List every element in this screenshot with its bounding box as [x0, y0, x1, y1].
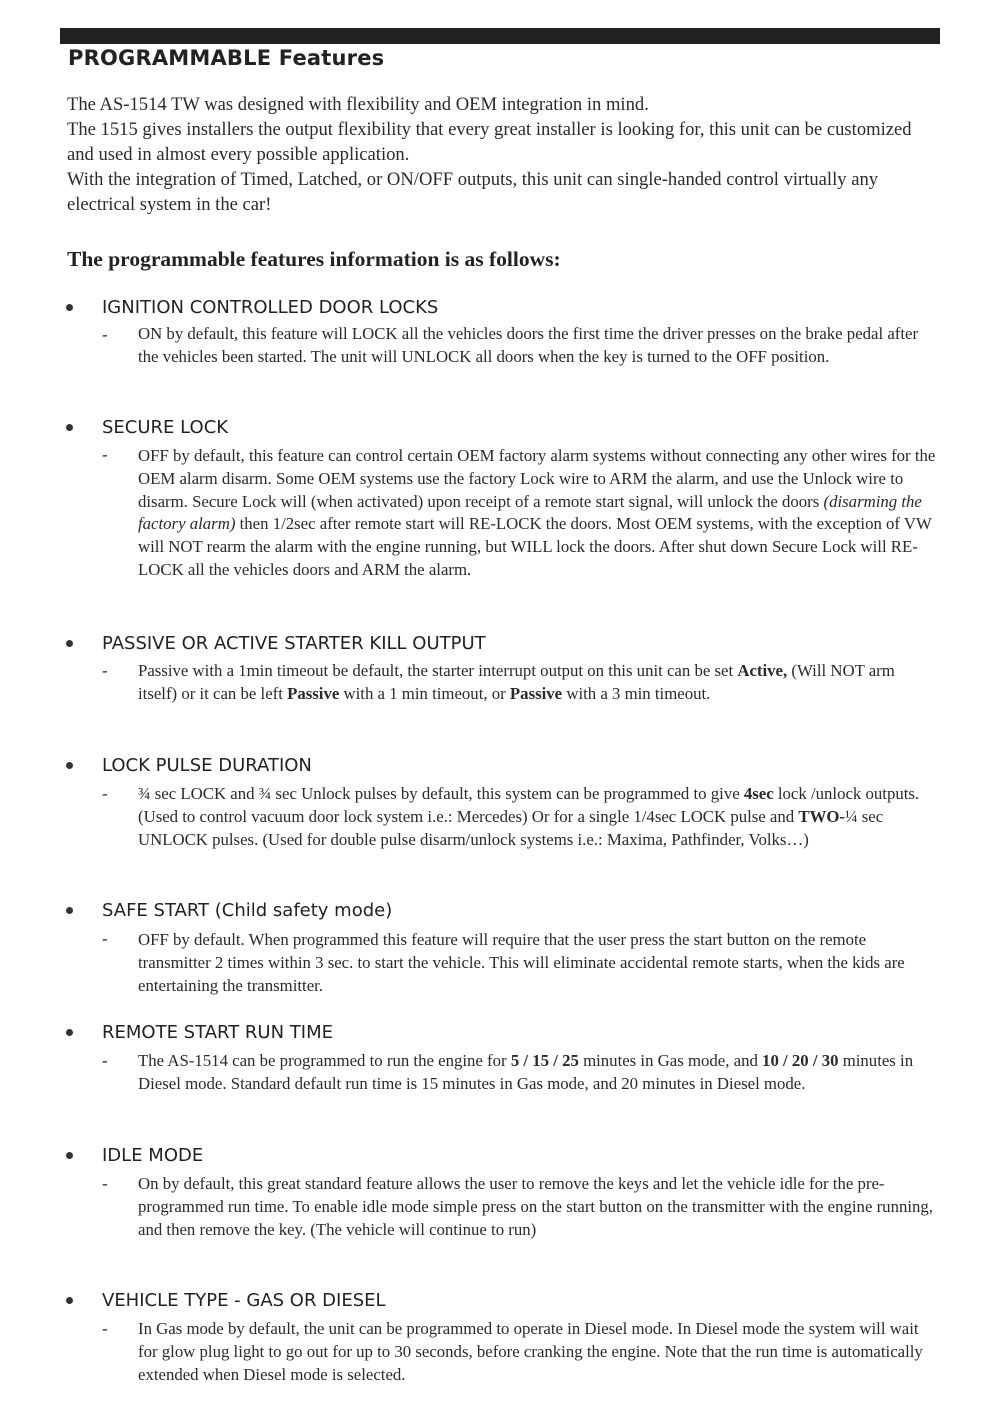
- feature-description: [138, 660, 938, 706]
- feature-title: REMOTE START RUN TIME: [102, 1022, 333, 1043]
- feature-description: [138, 323, 938, 369]
- description-text: Passive with a 1min timeout be default, the starter interrupt output on this unit can be set: [138, 661, 738, 680]
- description-text: TWO-: [798, 806, 845, 826]
- intro-text: [67, 92, 927, 217]
- feature-description: [138, 929, 938, 997]
- dash-icon: -: [102, 929, 108, 948]
- description-text: 5 / 15 / 25: [510, 1051, 579, 1070]
- description-text: ¾ sec LOCK and ¾ sec Unlock pulses by default, this system can be programmed to give: [138, 784, 744, 803]
- description-text: OFF by default. When programmed this feature will require that the user press the start button on the remote transmitter 2 times within 3 sec. to start the vehicle. This will eliminate accidental remote starts, when the kids are entertaining the transmitter.: [138, 930, 905, 995]
- description-text: ¼ sec UNLOCK pulses. (Used for double pulse disarm/unlock systems i.e.: Maxima, Pathfinder, Volks…): [138, 806, 884, 849]
- description-text: lock /unlock outputs. (Used to control vacuum door lock system i.e.: Mercedes) Or for a single 1/4sec LOCK pulse and: [138, 784, 920, 826]
- dash-icon: -: [102, 661, 108, 680]
- bullet-icon: [66, 424, 73, 431]
- dash-icon: -: [102, 1319, 108, 1338]
- description-text: Passive: [509, 683, 563, 703]
- bullet-icon: [66, 1152, 73, 1159]
- description-text: (disarming the factory alarm): [138, 491, 922, 534]
- bullet-icon: [66, 640, 73, 647]
- page-title: PROGRAMMABLE Features: [68, 46, 385, 70]
- bullet-icon: [66, 304, 73, 311]
- dash-icon: -: [102, 1174, 108, 1193]
- dash-icon: -: [102, 1051, 108, 1070]
- description-text: (Will NOT arm itself) or it can be left: [138, 661, 895, 703]
- description-text: with a 1 min timeout, or: [339, 683, 510, 703]
- feature-description: [138, 783, 938, 851]
- description-text: 4sec: [743, 784, 774, 803]
- description-text: then 1/2sec after remote start will RE-LOCK the doors. Most OEM systems, with the exception of VW will NOT rearm the alarm with the engine running, but WILL lock the doors. After shut down Secure Lock will RE-LOCK all the vehicles doors and ARM the alarm.: [138, 514, 932, 579]
- description-text: The AS-1514 can be programmed to run the engine for: [138, 1051, 511, 1070]
- dash-icon: -: [102, 445, 108, 464]
- feature-title: SECURE LOCK: [102, 417, 229, 438]
- bullet-icon: [66, 907, 73, 914]
- intro-paragraph: The 1515 gives installers the output flexibility that every great installer is looking for, this unit can be customized and used in almost every possible application.: [67, 119, 912, 165]
- feature-title: IGNITION CONTROLLED DOOR LOCKS: [102, 297, 439, 318]
- features-subheading: The programmable features information is as follows:: [67, 247, 561, 271]
- feature-description: [138, 1318, 938, 1386]
- header-bar: [60, 28, 940, 44]
- description-text: ON by default, this feature will LOCK all the vehicles doors the first time the driver presses on the brake pedal after the vehicles been started. The unit will UNLOCK all doors when the key is turned to the OFF position.: [138, 324, 919, 366]
- intro-paragraph: With the integration of Timed, Latched, or ON/OFF outputs, this unit can single-handed control virtually any electrical system in the car!: [67, 169, 879, 215]
- description-text: Passive: [287, 683, 340, 703]
- description-text: Active,: [737, 661, 788, 680]
- feature-title: LOCK PULSE DURATION: [102, 755, 312, 776]
- bullet-icon: [66, 762, 73, 769]
- intro-paragraph: The AS-1514 TW was designed with flexibility and OEM integration in mind.: [67, 94, 649, 115]
- feature-title: SAFE START (Child safety mode): [102, 900, 393, 921]
- description-text: On by default, this great standard feature allows the user to remove the keys and let the vehicle idle for the pre-programmed run time. To enable idle mode simple press on the start button on the transmitter with the engine running, and then remove the key. (The vehicle will continue to run): [138, 1174, 933, 1239]
- dash-icon: -: [102, 784, 108, 803]
- description-text: 10 / 20 / 30: [762, 1051, 839, 1070]
- description-text: with a 3 min timeout.: [562, 683, 711, 703]
- feature-title: VEHICLE TYPE - GAS OR DIESEL: [102, 1290, 386, 1311]
- feature-description: [138, 1050, 938, 1096]
- description-text: minutes in Gas mode, and: [578, 1051, 763, 1070]
- dash-icon: -: [102, 325, 108, 344]
- feature-title: IDLE MODE: [102, 1145, 204, 1166]
- feature-description: [138, 1173, 938, 1241]
- feature-title: PASSIVE OR ACTIVE STARTER KILL OUTPUT: [102, 633, 486, 654]
- feature-description: [138, 445, 938, 582]
- bullet-icon: [66, 1297, 73, 1304]
- description-text: OFF by default, this feature can control certain OEM factory alarm systems without connecting any other wires for the OEM alarm disarm. Some OEM systems use the factory Lock wire to ARM the alarm, and use the Unlock wire to disarm. Secure Lock will (when activated) upon receipt of a remote start signal, will unlock the doors: [138, 446, 936, 511]
- bullet-icon: [66, 1029, 73, 1036]
- description-text: minutes in Diesel mode. Standard default run time is 15 minutes in Gas mode, and 20 minutes in Diesel mode.: [138, 1051, 914, 1093]
- description-text: In Gas mode by default, the unit can be programmed to operate in Diesel mode. In Diesel mode the system will wait for glow plug light to go out for up to 30 seconds, before cranking the engine. Note that the run time is automatically extended when Diesel mode is selected.: [138, 1319, 923, 1384]
